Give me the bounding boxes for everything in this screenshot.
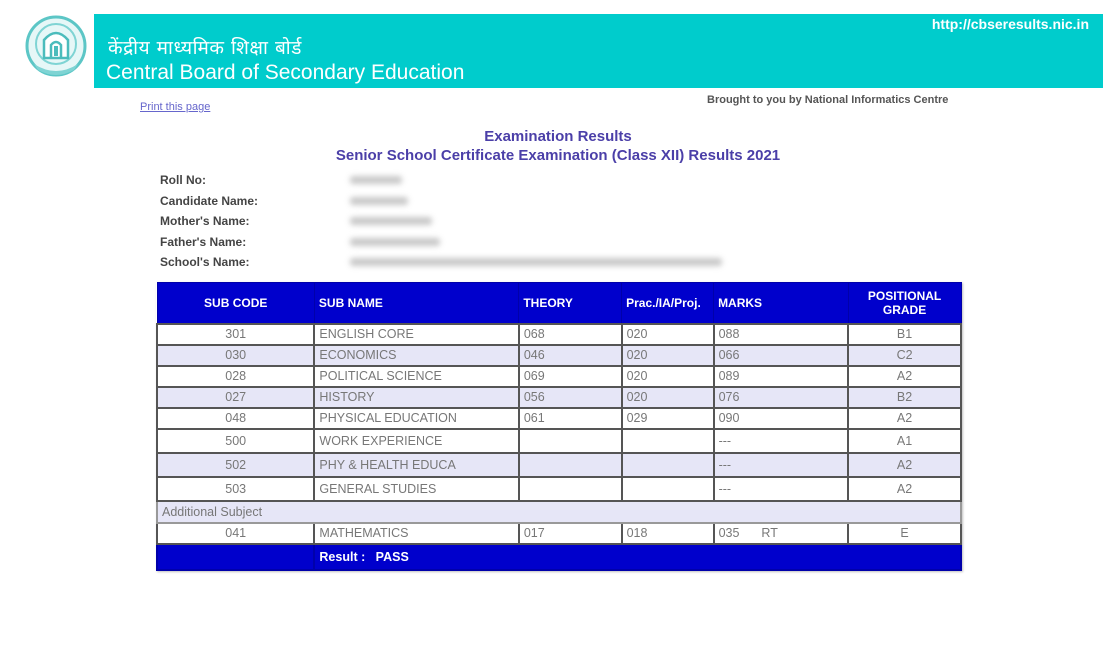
page-title: Examination Results (484, 128, 632, 145)
table-row (157, 345, 961, 366)
result-spacer (157, 544, 314, 570)
grade: A2 (848, 477, 961, 501)
print-page-link[interactable]: Print this page (140, 101, 211, 113)
practical: 020 (622, 366, 714, 387)
roll-no-value-redacted (350, 176, 402, 184)
theory: 056 (519, 387, 622, 408)
school-name-value-redacted (350, 258, 722, 266)
sub-code: 500 (157, 429, 314, 453)
table-row (157, 387, 961, 408)
exam-subtitle: Senior School Certificate Examination (Class XII) Results 2021 (335, 147, 781, 164)
sub-name: PHYSICAL EDUCATION (314, 408, 518, 429)
col-sub-code: SUB CODE (157, 283, 314, 325)
sub-code: 030 (157, 345, 314, 366)
sub-name: GENERAL STUDIES (314, 477, 518, 501)
sub-code: 041 (157, 523, 314, 544)
table-row (157, 324, 961, 345)
candidate-info (160, 170, 350, 273)
board-name-english: Central Board of Secondary Education (106, 61, 465, 84)
sub-code: 027 (157, 387, 314, 408)
grade: B1 (848, 324, 961, 345)
remark: RT (761, 526, 778, 540)
marks: 088 (714, 324, 849, 345)
theory: 068 (519, 324, 622, 345)
marks-table (156, 282, 962, 571)
theory: 017 (519, 523, 622, 544)
father-name-row (160, 232, 350, 253)
result-cell (314, 544, 961, 570)
sub-code: 301 (157, 324, 314, 345)
practical (622, 453, 714, 477)
practical: 029 (622, 408, 714, 429)
mother-name-value-redacted (350, 217, 432, 225)
header-banner (94, 14, 1103, 88)
grade: A1 (848, 429, 961, 453)
theory (519, 477, 622, 501)
col-sub-name: SUB NAME (314, 283, 518, 325)
table-row (157, 453, 961, 477)
sub-name: POLITICAL SCIENCE (314, 366, 518, 387)
result-row (157, 544, 961, 570)
marks-cell (714, 523, 849, 544)
practical: 020 (622, 324, 714, 345)
result-value: PASS (375, 549, 409, 564)
candidate-name-label: Candidate Name: (160, 193, 259, 208)
roll-no-row (160, 170, 350, 191)
table-header-row (157, 283, 961, 325)
marks: --- (714, 477, 849, 501)
sub-name: ECONOMICS (314, 345, 518, 366)
theory: 046 (519, 345, 622, 366)
candidate-name-row (160, 191, 350, 212)
roll-no-label: Roll No: (160, 173, 206, 187)
practical: 018 (622, 523, 714, 544)
site-url: http://cbseresults.nic.in (931, 16, 1089, 32)
father-name-label: Father's Name: (160, 234, 247, 249)
theory (519, 429, 622, 453)
col-positional-grade: POSITIONAL GRADE (848, 283, 961, 325)
grade: A2 (848, 408, 961, 429)
practical (622, 429, 714, 453)
marks: 035 (718, 526, 740, 540)
marks: --- (714, 453, 849, 477)
theory: 061 (519, 408, 622, 429)
table-row (157, 429, 961, 453)
additional-subject-row (157, 501, 961, 523)
grade: A2 (848, 366, 961, 387)
grade: B2 (848, 387, 961, 408)
col-marks: MARKS (714, 283, 849, 325)
theory (519, 453, 622, 477)
grade: A2 (848, 453, 961, 477)
sub-name: ENGLISH CORE (314, 324, 518, 345)
school-name-label: School's Name: (160, 255, 250, 269)
sub-code: 048 (157, 408, 314, 429)
additional-subject-label: Additional Subject (157, 501, 961, 523)
marks: 089 (714, 366, 849, 387)
marks: 076 (714, 387, 849, 408)
table-row (157, 408, 961, 429)
mother-name-row (160, 211, 350, 232)
board-name-hindi: केंद्रीय माध्यमिक शिक्षा बोर्ड (108, 37, 302, 59)
marks: 066 (714, 345, 849, 366)
school-name-row (160, 252, 350, 273)
col-theory: THEORY (519, 283, 622, 325)
sub-name: PHY & HEALTH EDUCA (314, 453, 518, 477)
result-label: Result : (319, 549, 366, 564)
sub-code: 502 (157, 453, 314, 477)
sub-code: 503 (157, 477, 314, 501)
grade: C2 (848, 345, 961, 366)
sub-name: MATHEMATICS (314, 523, 518, 544)
grade: E (848, 523, 961, 544)
table-row (157, 477, 961, 501)
col-practical: Prac./IA/Proj. (622, 283, 714, 325)
sub-code: 028 (157, 366, 314, 387)
practical: 020 (622, 345, 714, 366)
sub-name: HISTORY (314, 387, 518, 408)
theory: 069 (519, 366, 622, 387)
father-name-value-redacted (350, 238, 440, 246)
table-row (157, 523, 961, 544)
cbse-emblem-icon (24, 14, 88, 80)
candidate-name-value-redacted (350, 197, 408, 205)
nic-credit: Brought to you by National Informatics Centre (707, 94, 949, 106)
mother-name-label: Mother's Name: (160, 214, 250, 228)
table-row (157, 366, 961, 387)
marks: --- (714, 429, 849, 453)
practical: 020 (622, 387, 714, 408)
practical (622, 477, 714, 501)
marks: 090 (714, 408, 849, 429)
sub-name: WORK EXPERIENCE (314, 429, 518, 453)
